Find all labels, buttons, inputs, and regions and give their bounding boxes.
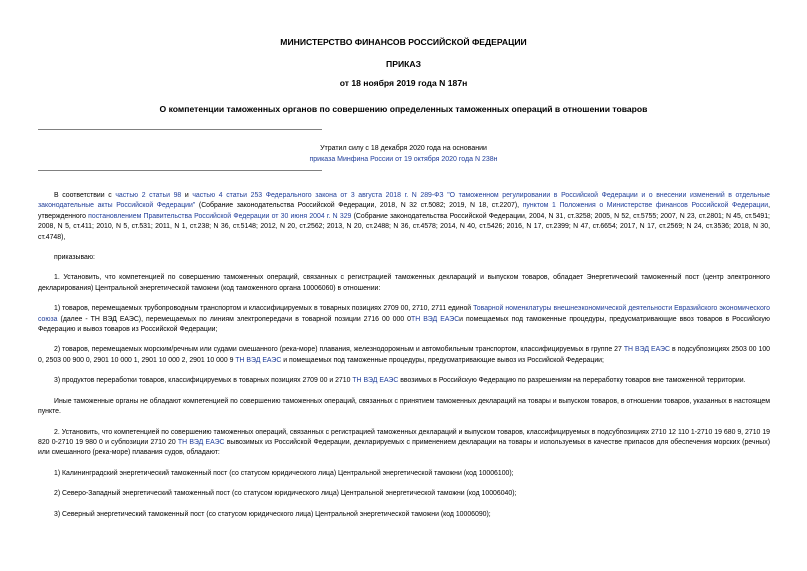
document-type: ПРИКАЗ: [386, 59, 421, 69]
clause-1-item-1: [38, 304, 770, 335]
tnved-link[interactable]: ТН ВЭД ЕАЭС: [235, 356, 282, 364]
clause-1-paragraph: 1. Установить, что компетенцией по совершению таможенных операций, связанных с регистрацией таможенных деклараций и выпуском товаров, обладает Энергетический таможенный пост (центр электронного декларирования) Центральной энергетической таможни (код таможенного органа 10006060) в отношении:: [38, 274, 770, 292]
ministry-regulation-link[interactable]: пунктом 1 Положения о Министерстве финансов Российской Федерации: [522, 202, 769, 210]
text-span: (Собрание законодательства Российской Федерации, 2018, N 32 ст.5082; 2019, N 18, ст.2207),: [195, 202, 523, 210]
text-span: 1) товаров, перемещаемых трубопроводным транспортом и классифицируемых в товарных позициях 2709 00, 2710, 2711 единой: [54, 305, 474, 313]
clause-2-item-3: 3) Северный энергетический таможенный пост (со статусом юридического лица) Центральной энергетической таможни (код 10006090);: [54, 510, 491, 518]
federal-law-link[interactable]: частью 4 статьи 253 Федерального закона от 3 августа 2018 г. N 289-ФЗ "О таможенном регулировании в Российской Федерации и о внесении изменений в отдельные законодательные акты Российской Федерации": [38, 192, 770, 210]
text-span: и помещаемых под таможенные процедуры, предусматривающие вывоз из Российской Федерации;: [281, 356, 604, 364]
document-title: О компетенции таможенных органов по совершению определенных таможенных операций в отношении товаров: [159, 104, 648, 114]
tnved-link[interactable]: ТН ВЭД ЕАЭС: [352, 377, 399, 385]
text-span: (далее - ТН ВЭД ЕАЭС), перемещаемых по линиям электропередачи в товарной позиции 2716 00 000 0: [57, 315, 412, 323]
ministry-name: МИНИСТЕРСТВО ФИНАНСОВ РОССИЙСКОЙ ФЕДЕРАЦИИ: [280, 37, 527, 47]
law-article-98-link[interactable]: частью 2 статьи 98: [115, 192, 182, 199]
divider-bottom: [38, 170, 322, 171]
document-date-number: от 18 ноября 2019 года N 187н: [339, 78, 468, 88]
tnved-link[interactable]: ТН ВЭД ЕАЭС: [177, 438, 225, 446]
document-body: [38, 191, 770, 530]
text-span: и: [181, 192, 193, 199]
text-span: 2) товаров, перемещаемых морским/речным или судами смешанного (река-море) плавания, железнодорожным и автомобильным транспортом, классифицируемых в группе 27: [54, 346, 624, 354]
status-note-text: Утратил силу с 18 декабря 2020 года на основании: [320, 145, 487, 152]
text-span: и помещаемых под таможенные процедуры, предусматривающие ввоз товаров в Российскую Федерацию и вывоз товаров из Российской Федерации;: [38, 315, 770, 334]
text-span: (Собрание законодательства Российской Федерации, 2004, N 31, ст.3258; 2005, N 52, ст.5755; 2007, N 23, ст.2801; N 45, ст.5491; 2008, N 5, ст.411; 2010, N 5, ст.531; 2011, N 1, ст.238; N 36, ст.5148; 2012, N 20, ст.2562; 2013, N 20, ст.2488; N 36, ст.4578; 2014, N 40, ст.5426; 2016, N 17, ст.2399; N 47, ст.6654; 2017, N 17, ст.2569; N 24, ст.3536; 2018, N 30, ст.4748),: [38, 212, 770, 241]
government-decree-link[interactable]: постановлением Правительства Российской Федерации от 30 июня 2004 г. N 329: [88, 212, 352, 220]
order-word-paragraph: приказываю:: [54, 254, 95, 262]
text-span: В соответствии с: [54, 192, 116, 199]
clause-2-item-1: 1) Калининградский энергетический таможенный пост (со статусом юридического лица) Центральной энергетической таможни (код 10006100);: [54, 469, 514, 477]
text-span: вывозимых из Российской Федерации, декларируемых с применением декларации на товары и используемых в качестве припасов для обеспечения морских (речных) или смешанного (река-море) плавания судов, обладают:: [38, 438, 770, 457]
text-span: , утвержденного: [38, 202, 770, 220]
tnved-nomenclature-link[interactable]: Товарной номенклатуры внешнеэкономической деятельности Евразийского экономического союза: [38, 305, 770, 323]
preamble-paragraph: [38, 191, 770, 243]
text-span: в подсубпозициях 2503 00 100 0, 2503 00 900 0, 2901 10 000 1, 2901 10 000 2, 2901 10 000 9: [38, 346, 770, 364]
text-span: 2. Установить, что компетенцией по совершению таможенных операций, связанных с регистрацией таможенных деклараций и выпуском товаров, классифицируемых в подсубпозициях 2710 12 110 1-2710 19 680 9, 2710 19 820 0-2710 19 980 0 и субпозиции 2710 20: [38, 428, 770, 446]
tnved-link[interactable]: ТН ВЭД ЕАЭС: [623, 346, 670, 354]
divider-top: [38, 129, 322, 130]
clause-1-closing: Иные таможенные органы не обладают компетенцией по совершению таможенных операций, связанных с принятием таможенных деклараций на товары и выпуском товаров, в отношении товаров, указанных в настоящем пункте.: [38, 397, 770, 416]
clause-1-item-2: [38, 345, 770, 366]
clause-1-item-3: [38, 376, 770, 386]
clause-2-item-2: 2) Северо-Западный энергетический таможенный пост (со статусом юридического лица) Центральной энергетической таможни (код 10006040);: [54, 490, 517, 498]
text-span: 3) продуктов переработки товаров, классифицируемых в товарных позициях 2709 00 и 2710: [54, 377, 353, 385]
tnved-link[interactable]: ТН ВЭД ЕАЭС: [411, 315, 460, 323]
repeal-order-link[interactable]: приказа Минфина России от 19 октября 2020 года N 238н: [309, 156, 498, 163]
clause-2-paragraph: [38, 428, 770, 459]
text-span: ввозимых в Российскую Федерацию по разрешениям на переработку товаров вне таможенной территории.: [398, 377, 746, 385]
